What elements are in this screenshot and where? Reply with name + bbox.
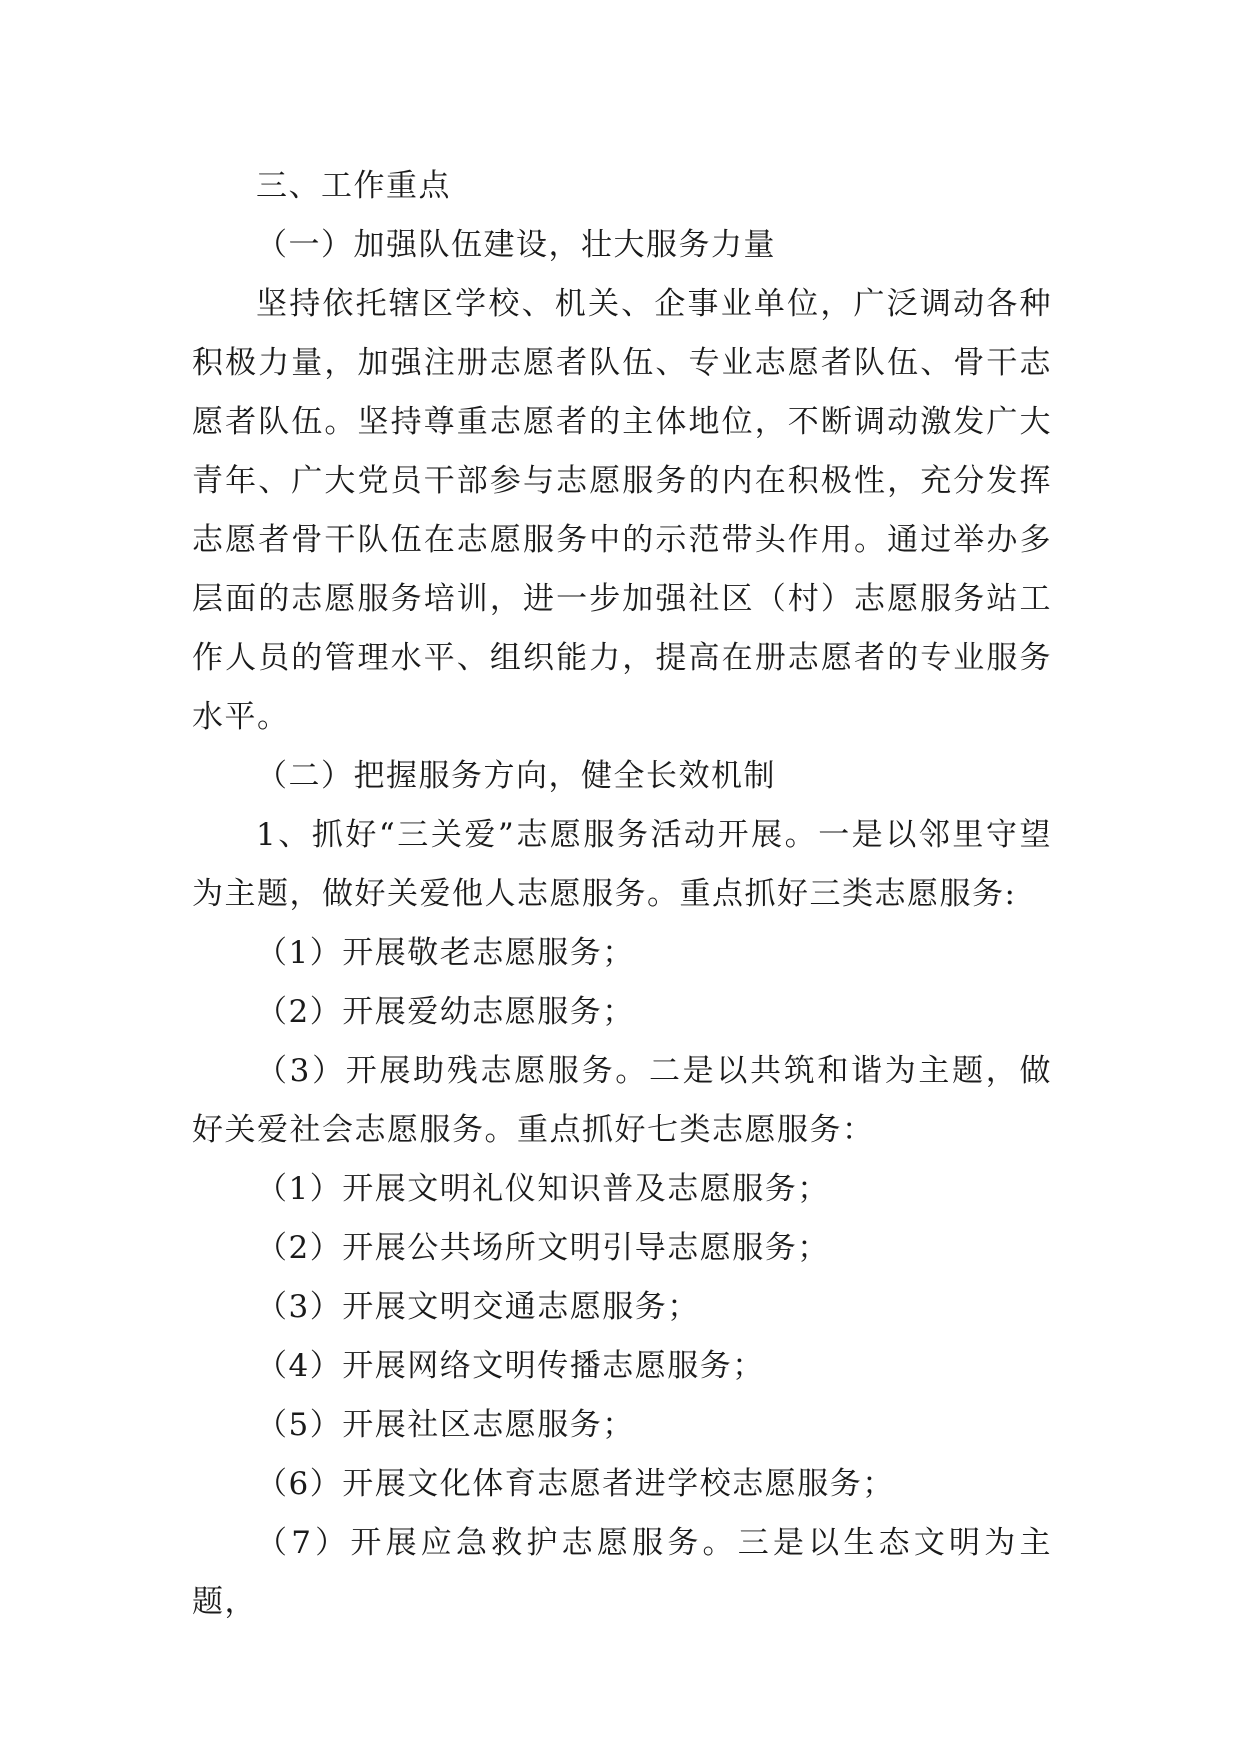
subsection-heading: （二）把握服务方向，健全长效机制 — [256, 758, 776, 794]
subsection-heading: （一）加强队伍建设，壮大服务力量 — [256, 227, 776, 263]
list-item: （5）开展社区志愿服务； — [256, 1407, 635, 1443]
list-item: （2）开展爱幼志愿服务； — [256, 994, 635, 1030]
list-item: （3）开展文明交通志愿服务； — [256, 1289, 700, 1325]
list-item: （1）开展敬老志愿服务； — [256, 935, 635, 971]
body-paragraph: 坚持依托辖区学校、机关、企事业单位，广泛调动各种积极力量，加强注册志愿者队伍、专业志愿者队伍、骨干志愿者队伍。坚持尊重志愿者的主体地位，不断调动激发广大青年、广大党员干部参与志愿服务的内在积极性，充分发挥志愿者骨干队伍在志愿服务中的示范带头作用。通过举办多层面的志愿服务培训，进一步加强社区（村）志愿服务站工作人员的管理水平、组织能力，提高在册志愿者的专业服务水平。 — [192, 286, 1052, 735]
list-item: （1）开展文明礼仪知识普及志愿服务； — [256, 1171, 830, 1207]
document-body — [192, 157, 1052, 1632]
list-item: （3）开展助残志愿服务。二是以共筑和谐为主题，做好关爱社会志愿服务。重点抓好七类志愿服务： — [192, 1053, 1052, 1148]
body-paragraph: 1、抓好“三关爱”志愿服务活动开展。一是以邻里守望为主题，做好关爱他人志愿服务。重点抓好三类志愿服务: — [192, 817, 1052, 912]
list-item: （7）开展应急救护志愿服务。三是以生态文明为主题， — [192, 1525, 1052, 1620]
section-heading: 三、工作重点 — [256, 168, 451, 204]
list-item: （2）开展公共场所文明引导志愿服务； — [256, 1230, 830, 1266]
list-item: （4）开展网络文明传播志愿服务； — [256, 1348, 765, 1384]
list-item: （6）开展文化体育志愿者进学校志愿服务； — [256, 1466, 895, 1502]
